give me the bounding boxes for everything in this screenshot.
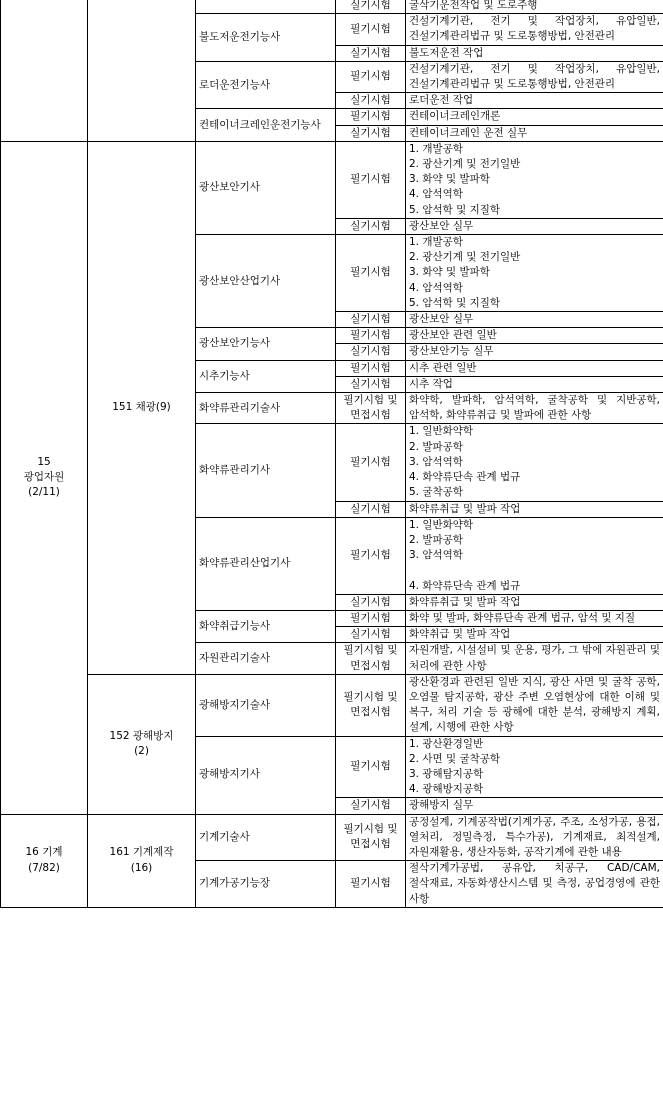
job-name: 광산보안산업기사 (196, 235, 336, 328)
subjects: 건설기계기관, 전기 및 작업장치, 유압일반, 건설기계관리법규 및 도로통행방법, 안전관리 (406, 14, 663, 45)
job-name: 기계가공기능장 (196, 861, 336, 908)
exam-type: 필기시험 및 면접시험 (336, 393, 406, 424)
subjects: 화약취급 및 발파 작업 (406, 627, 663, 643)
exam-type: 실기시험 (336, 125, 406, 141)
exam-type: 필기시험 (336, 328, 406, 344)
exam-type: 실기시험 (336, 93, 406, 109)
group-16-cell (1, 814, 88, 907)
subjects: 로더운전 작업 (406, 93, 663, 109)
job-name: 컨테이너크레인운전기능사 (196, 109, 336, 141)
subjects: 1. 개발공학 2. 광산기계 및 전기일반 3. 화약 및 발파학 4. 암석역학 5. 암석학 및 지질학 (406, 235, 663, 312)
subjects: 광산보안기능 실무 (406, 344, 663, 360)
job-name: 로더운전기능사 (196, 61, 336, 109)
subgroup-name: 152 광해방지 (109, 729, 174, 742)
subjects: 절삭기계가공법, 공유압, 치공구, CAD/CAM, 절삭재료, 자동화생산시스템 및 측정, 공업경영에 관한 사항 (406, 861, 663, 908)
subjects: 화약학, 발파학, 암석역학, 굴착공학 및 지반공학, 암석학, 화약류취급 및 발파에 관한 사항 (406, 393, 663, 424)
job-name: 광산보안기능사 (196, 328, 336, 360)
exam-type: 필기시험 (336, 235, 406, 312)
exam-type: 필기시험 (336, 14, 406, 45)
exam-type: 실기시험 (336, 594, 406, 610)
subjects: 1. 광산환경일반 2. 사면 및 굴착공학 3. 광해탐지공학 4. 광해방지공학 (406, 736, 663, 798)
group-name: 16 기계 (25, 846, 63, 859)
subjects: 공정설계, 기계공작법(기계가공, 주조, 소성가공, 용접, 열처리, 정밀측정, 특수가공), 기계재료, 최적설계, 자원재활용, 생산자동화, 공작기계에 관한 내용 (406, 814, 663, 861)
subjects: 화약 및 발파, 화약류단속 관계 법규, 암석 및 지질 (406, 610, 663, 626)
subjects: 컨테이너크레인 운전 실무 (406, 125, 663, 141)
job-name: 광해방지기술사 (196, 674, 336, 736)
subjects: 굴삭기운전작업 및 도로주행 (406, 0, 663, 14)
job-name: 화약류관리기술사 (196, 393, 336, 424)
exam-type: 실기시험 (336, 798, 406, 814)
subjects: 1. 일반화약학 2. 발파공학 3. 암석역학 4. 화약류단속 관계 법규 5. 굴착공학 (406, 424, 663, 501)
job-name: 자원관리기술사 (196, 643, 336, 674)
job-name: 광산보안기사 (196, 141, 336, 234)
exam-type: 실기시험 (336, 0, 406, 14)
exam-type: 필기시험 (336, 109, 406, 125)
subjects: 시추 관련 일반 (406, 360, 663, 376)
subjects: 건설기계기관, 전기 및 작업장치, 유압일반, 건설기계관리법규 및 도로통행방법, 안전관리 (406, 61, 663, 92)
group-15-cell (1, 141, 88, 814)
subjects: 컨테이너크레인개론 (406, 109, 663, 125)
exam-type: 필기시험 (336, 141, 406, 218)
job-name: 광해방지기사 (196, 736, 336, 814)
subjects: 광산환경과 관련된 일반 지식, 광산 사면 및 굴착 공학, 오염물 탐지공학, 광산 주변 오염현상에 대한 이해 및 복구, 처리 기술 등 광해에 대한 분석, 광해방지 계획, 설계, 시행에 관한 사항 (406, 674, 663, 736)
exam-type: 필기시험 (336, 610, 406, 626)
group-number: 15 (37, 455, 51, 468)
subjects: 광해방지 실무 (406, 798, 663, 814)
exam-type: 필기시험 (336, 736, 406, 798)
group-cell-continued (1, 0, 88, 141)
exam-type: 실기시험 (336, 45, 406, 61)
exam-type: 실기시험 (336, 218, 406, 234)
exam-type: 필기시험 및 면접시험 (336, 814, 406, 861)
subjects: 불도저운전 작업 (406, 45, 663, 61)
subgroup-161-cell (88, 814, 196, 907)
subjects: 광산보안 실무 (406, 312, 663, 328)
exam-type: 필기시험 (336, 61, 406, 92)
exam-type: 실기시험 (336, 376, 406, 392)
subgroup-name: 161 기계제작 (109, 846, 174, 859)
subjects: 1. 일반화약학 2. 발파공학 3. 암석역학 4. 화약류단속 관계 법규 (406, 517, 663, 594)
job-name: 불도저운전기능사 (196, 14, 336, 62)
subjects: 자원개발, 시설설비 및 운용, 평가, 그 밖에 자원관리 및 처리에 관한 사항 (406, 643, 663, 674)
exam-type: 필기시험 (336, 360, 406, 376)
subjects: 화약류취급 및 발파 작업 (406, 501, 663, 517)
job-name: 화약취급기능사 (196, 610, 336, 642)
exam-type: 실기시험 (336, 344, 406, 360)
exam-type: 필기시험 (336, 861, 406, 908)
exam-type: 필기시험 (336, 517, 406, 594)
job-name: 시추기능사 (196, 360, 336, 392)
exam-type: 필기시험 및 면접시험 (336, 674, 406, 736)
job-name: 화약류관리산업기사 (196, 517, 336, 610)
subjects: 1. 개발공학 2. 광산기계 및 전기일반 3. 화약 및 발파학 4. 암석역학 5. 암석학 및 지질학 (406, 141, 663, 218)
job-name: 화약류관리기사 (196, 424, 336, 517)
subjects: 시추 작업 (406, 376, 663, 392)
group-name: 광업자원 (23, 471, 65, 484)
subjects: 광산보안 실무 (406, 218, 663, 234)
subgroup-151-cell: 151 채광(9) (88, 141, 196, 674)
subjects: 화약류취급 및 발파 작업 (406, 594, 663, 610)
exam-type: 실기시험 (336, 627, 406, 643)
subgroup-152-cell (88, 674, 196, 814)
job-name: 기계기술사 (196, 814, 336, 861)
exam-type: 필기시험 (336, 424, 406, 501)
exam-type: 필기시험 및 면접시험 (336, 643, 406, 674)
exam-type: 실기시험 (336, 501, 406, 517)
subgroup-count: (2) (134, 745, 149, 758)
group-count: (2/11) (28, 486, 60, 499)
group-count: (7/82) (28, 861, 60, 874)
subjects: 광산보안 관련 일반 (406, 328, 663, 344)
exam-type: 실기시험 (336, 312, 406, 328)
job-cell-continued (196, 0, 336, 14)
subgroup-cell-continued (88, 0, 196, 141)
subgroup-count: (16) (130, 861, 153, 874)
